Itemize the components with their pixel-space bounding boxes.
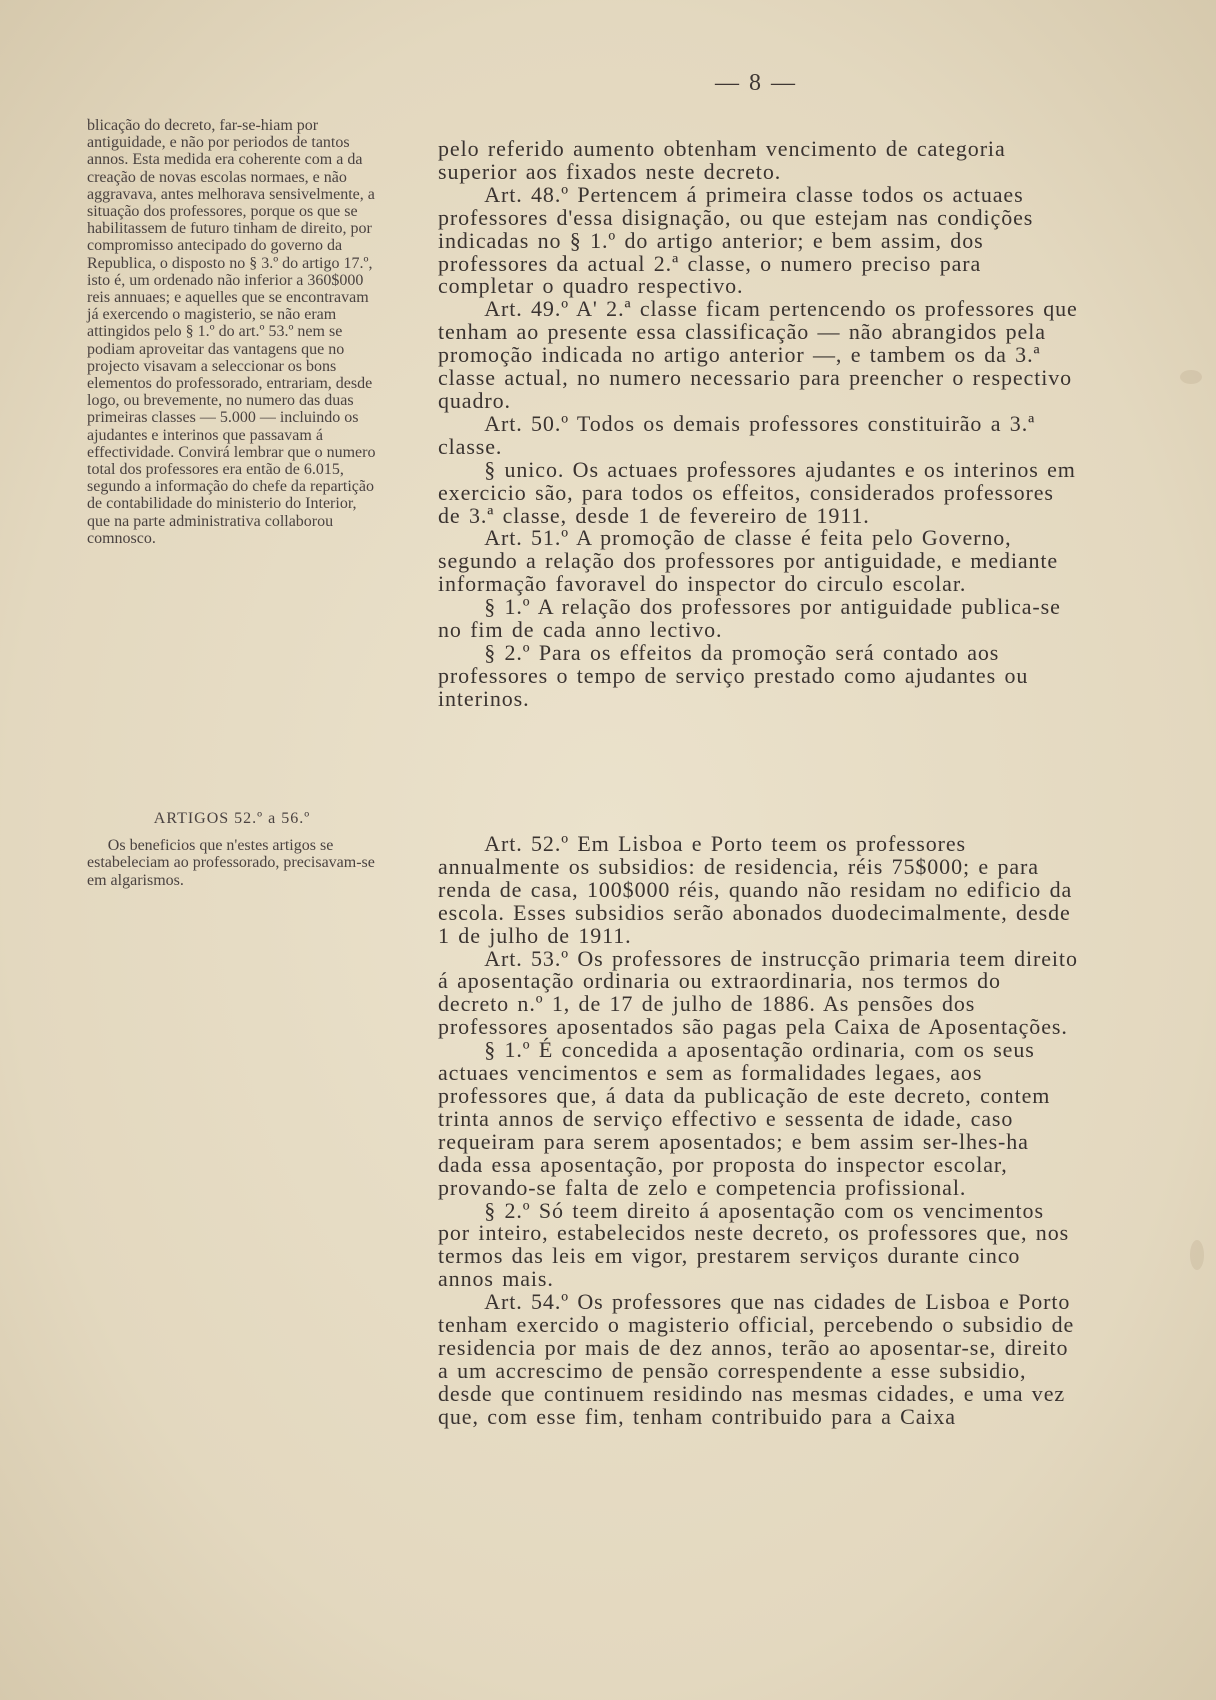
article-50-unico: § unico. Os actuaes professores ajudantes e os interinos em exercicio são, para todos os effeitos, considerados professores de 3.ª classe, desde 1 de fevereiro de 1911.	[438, 456, 1076, 528]
article-52: Art. 52.º Em Lisboa e Porto teem os professores annualmente os subsidios: de residencia, réis 75$000; e para renda de casa, 100$000 réis, quando não residam no edificio da escola. Esses subsidios serão abonados duodecimalmente, desde 1 de julho de 1911.	[438, 831, 1073, 948]
article-51-par-2: § 2.º Para os effeitos da promoção será contado aos professores o tempo de serviço prestado como ajudantes ou interinos.	[438, 639, 1029, 711]
paper-stain	[1190, 1240, 1204, 1270]
article-48: Art. 48.º Pertencem á primeira classe todos os actuaes professores d'essa disignação, ou que estejam nas condições indicadas no § 1.º do artigo anterior; e bem assim, dos professores da actual 2.ª classe, o numero preciso para completar o quadro respectivo.	[438, 181, 1034, 299]
side-note	[87, 117, 377, 547]
main-text-top	[438, 138, 1078, 711]
side-note-text: blicação do decreto, far-se-hiam por antiguidade, e não por periodos de tantos annos. Esta medida era coherente com a da creação de novas escolas normaes, e não aggravava, antes melhorava sensivelmente, a situação dos professores, porque os que se habilitassem de futuro tinham de direito, por compromisso antecipado do governo da Republica, o disposto no § 3.º do artigo 17.º, isto é, um ordenado não inferior a 360$000 reis annuaes; e aquelles que se encontravam já exercendo o magisterio, se não eram attingidos pelo § 1.º do art.º 53.º nem se podiam aproveitar das vantagens que no projecto visavam a seleccionar os bons elementos do professorado, entrariam, desde logo, ou brevemente, no numero das duas primeiras classes — 5.000 — incluindo os ajudantes e interinos que passavam á effectividade. Convirá lembrar que o numero total dos professores era então de 6.015, segundo a informação do chefe da repartição de contabilidade do ministerio do Interior, que na parte administrativa collaborou comnosco.	[87, 117, 376, 547]
paragraph: pelo referido aumento obtenham vencimento de categoria superior aos fixados neste decreto.	[438, 136, 1006, 184]
main-text-bottom	[438, 833, 1078, 1429]
article-53-par-2: § 2.º Só teem direito á aposentação com os vencimentos por inteiro, estabelecidos neste decreto, os professores que, nos termos das leis em vigor, prestarem serviços durante cinco annos mais.	[438, 1197, 1070, 1292]
side-note-title: ARTIGOS 52.º a 56.º	[153, 810, 311, 827]
article-51: Art. 51.º A promoção de classe é feita pelo Governo, segundo a relação dos professores por antiguidade, e mediante informação favoravel do inspector do circulo escolar.	[438, 525, 1059, 597]
page-number: — 8 —	[715, 70, 797, 96]
article-51-par-1: § 1.º A relação dos professores por antiguidade publica-se no fim de cada anno lectivo.	[438, 594, 1061, 643]
paper-stain	[1180, 370, 1202, 384]
article-50: Art. 50.º Todos os demais professores constituirão a 3.ª classe.	[438, 410, 1036, 459]
side-note-text: Os beneficios que n'estes artigos se estabeleciam ao professorado, precisavam-se em algarismos.	[87, 837, 375, 889]
article-53-par-1: § 1.º É concedida a aposentação ordinaria, com os seus actuaes vencimentos e sem as formalidades legaes, aos professores que, á data da publicação de este decreto, contem trinta annos de serviço effectivo e sessenta de idade, caso requeiram para serem aposentados; e bem assim ser-lhes-ha dada essa aposentação, por proposta do inspector escolar, provando-se falta de zelo e competencia profissional.	[438, 1037, 1051, 1200]
article-49: Art. 49.º A' 2.ª classe ficam pertencendo os professores que tenham ao presente essa classificação — não abrangidos pela promoção indicada no artigo anterior —, e tambem os da 3.ª classe actual, no numero necessario para preencher o respectivo quadro.	[438, 296, 1078, 413]
side-note-articles	[87, 810, 377, 889]
article-53: Art. 53.º Os professores de instrucção primaria teem direito á aposentação ordinaria ou extraordinaria, nos termos do decreto n.º 1, de 17 de julho de 1886. As pensões dos professores aposentados são pagas pela Caixa de Aposentações.	[438, 945, 1078, 1040]
article-54: Art. 54.º Os professores que nas cidades de Lisboa e Porto tenham exercido o magisterio official, percebendo o subsidio de residencia por mais de dez annos, terão ao aposentar-se, direito a um accrescimo de pensão correspendente a esse subsidio, desde que continuem residindo nas mesmas cidades, e uma vez que, com esse fim, tenham contribuido para a Caixa	[438, 1289, 1075, 1429]
